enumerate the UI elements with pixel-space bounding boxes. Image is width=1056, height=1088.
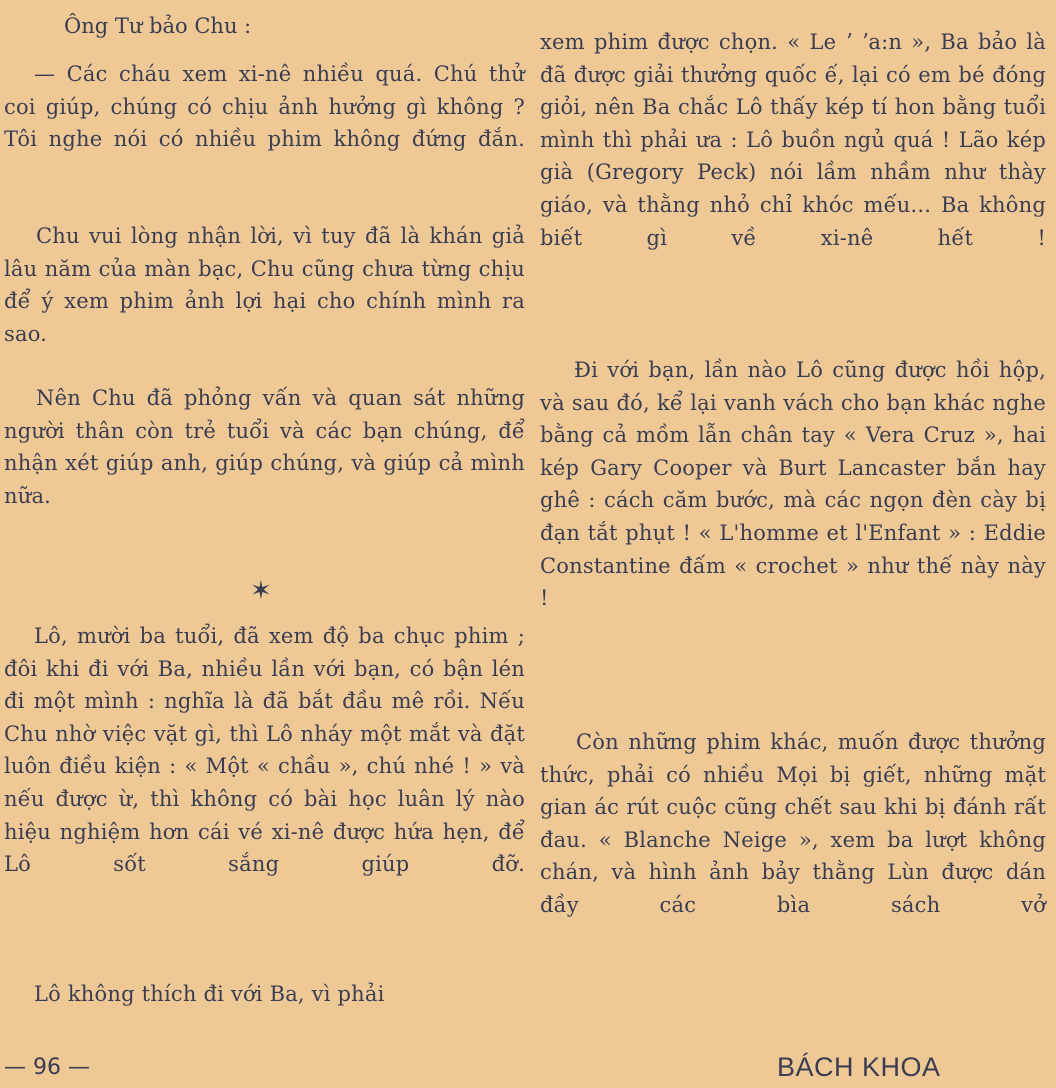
paragraph-5-start: Lô không thích đi với Ba, vì phải: [34, 982, 385, 1006]
paragraph-2: Chu vui lòng nhận lời, vì tuy đã là khán giả lâu năm của màn bạc, Chu cũng chưa từng chịu để ý xem phim ảnh lợi hại cho chính mình ra sao.: [4, 224, 525, 346]
paragraph-3: Nên Chu đã phỏng vấn và quan sát những người thân còn trẻ tuổi và các bạn chúng, để nhận xét giúp anh, giúp chúng, và giúp cả mình nữa.: [4, 386, 525, 508]
paragraph-6: Đi với bạn, lần nào Lô cũng được hồi hộp, và sau đó, kể lại vanh vách cho bạn khác nghe bằng cả mồm lẫn chân tay « Vera Cruz », hai kép Gary Cooper và Burt Lancaster bắn hay ghê : cách căm bước, mà các ngọn đèn cày bị đạn tắt phụt ! « L'homme et l'Enfant » : Eddie Constantine đấm « crochet » như thế này này !: [540, 358, 1046, 611]
paragraph-7: Còn những phim khác, muốn được thưởng thức, phải có nhiều Mọi bị giết, những mặt gian ác rút cuộc cũng chết sau khi bị đánh rất đau. « Blanche Neige », xem ba lượt không chán, và hình ảnh bảy thằng Lùn được dán đầy các bìa sách vở: [540, 730, 1046, 917]
magazine-title: BÁCH KHOA: [777, 1052, 941, 1082]
paragraph-4: Lô, mười ba tuổi, đã xem độ ba chục phim ; đôi khi đi với Ba, nhiều lần với bạn, có bận lén đi một mình : nghĩa là đã bắt đầu mê rồi. Nếu Chu nhờ việc vặt gì, thì Lô nháy một mắt và đặt luôn điều kiện : « Một « chầu », chú nhé ! » và nếu được ừ, thì không có bài học luân lý nào hiệu nghiệm hơn cái vé xi-nê được hứa hẹn, để Lô sốt sắng giúp đỡ.: [4, 624, 525, 877]
dialogue-intro: Ông Tư bảo Chu :: [64, 14, 252, 38]
paragraph-5-continued: xem phim được chọn. « Le ʼ ʼa:n », Ba bảo là đã được giải thưởng quốc ế, lại có em bé đóng giỏi, nên Ba chắc Lô thấy kép tí hon bằng tuổi mình thì phải ưa : Lô buồn ngủ quá ! Lão kép già (Gregory Peck) nói lầm nhầm như thày giáo, và thằng nhỏ chỉ khóc mếu... Ba không biết gì về xi-nê hết !: [540, 30, 1046, 250]
section-separator-star: ✶: [250, 576, 272, 606]
page-number: — 96 —: [4, 1055, 90, 1080]
paragraph-1: — Các cháu xem xi-nê nhiều quá. Chú thử coi giúp, chúng có chịu ảnh hưởng gì không ? Tôi nghe nói có nhiều phim không đứng đắn.: [4, 62, 525, 152]
